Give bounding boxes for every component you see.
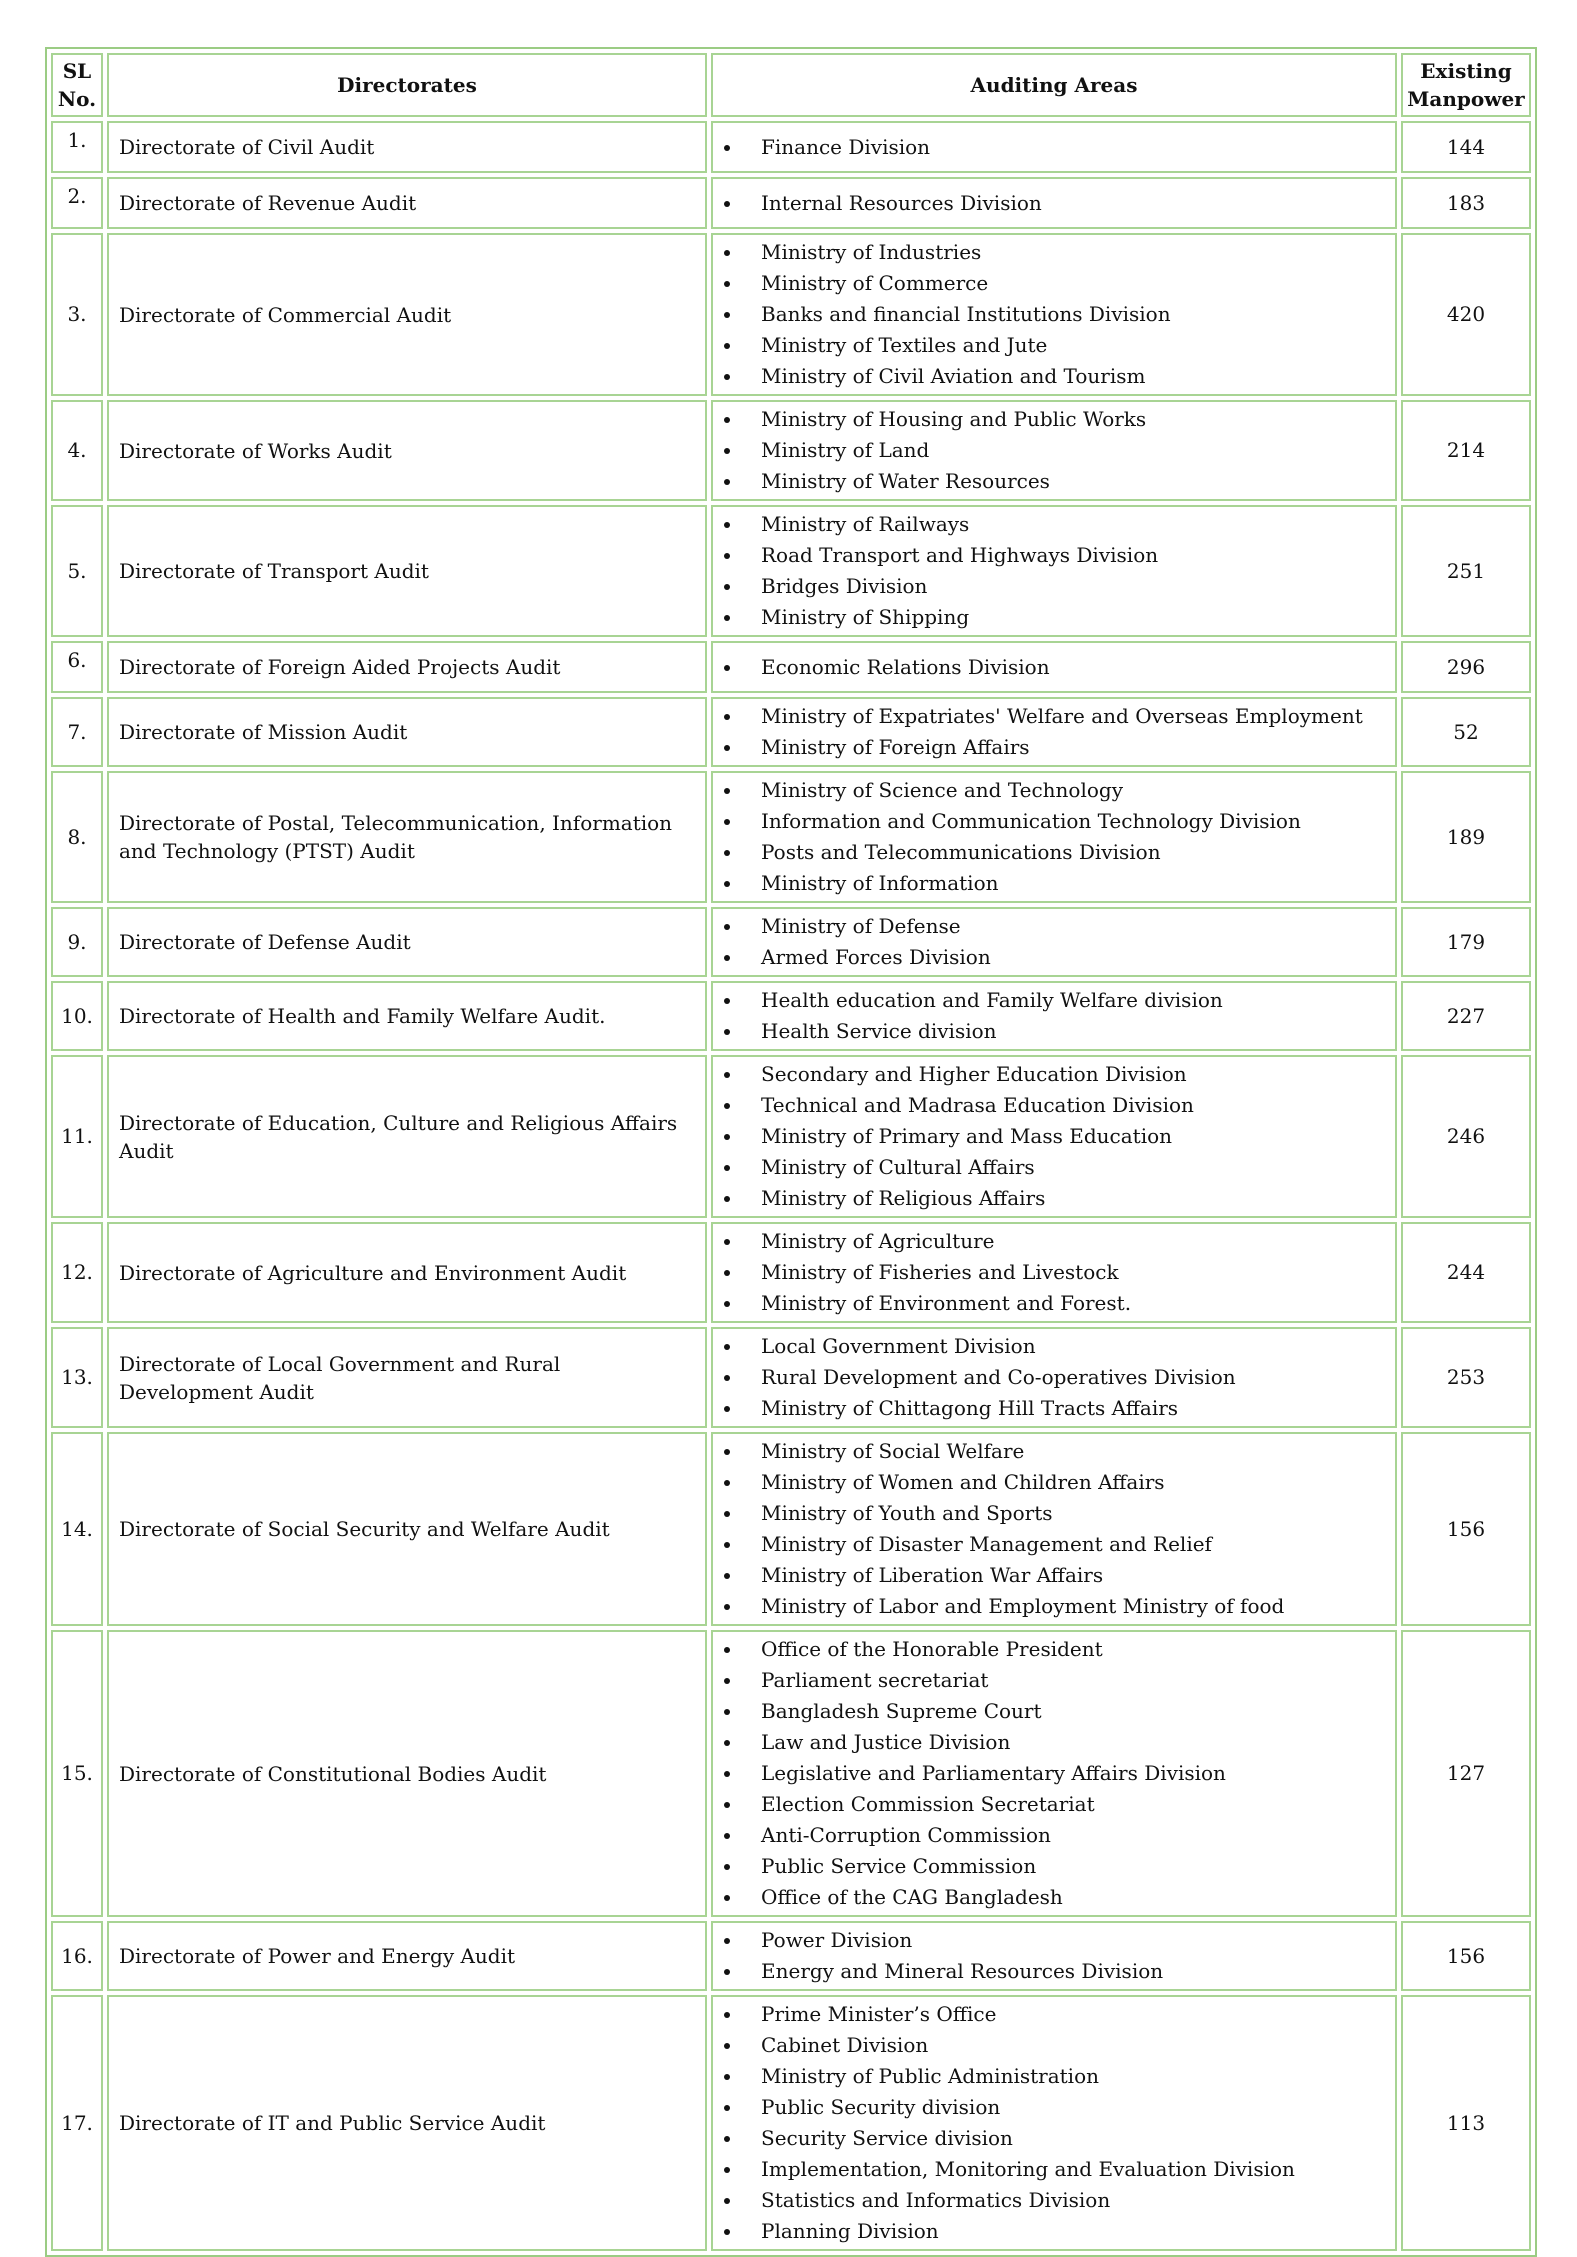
directorates-table <box>45 47 1537 2257</box>
cell-sl-number: 3. <box>51 233 103 396</box>
list-item: Ministry of Public Administration <box>721 2061 1389 2092</box>
list-item: Prime Minister’s Office <box>721 1999 1389 2030</box>
table-row <box>51 697 1531 767</box>
cell-directorate: Directorate of Social Security and Welfare Audit <box>107 1432 707 1626</box>
cell-existing-manpower: 420 <box>1401 233 1531 396</box>
list-item: Information and Communication Technology Division <box>721 806 1389 837</box>
auditing-areas-list <box>721 404 1389 497</box>
list-item: Ministry of Land <box>721 435 1389 466</box>
table-row <box>51 1921 1531 1991</box>
cell-auditing-areas <box>711 907 1397 977</box>
cell-existing-manpower: 251 <box>1401 505 1531 637</box>
list-item: Law and Justice Division <box>721 1727 1389 1758</box>
cell-existing-manpower: 156 <box>1401 1921 1531 1991</box>
auditing-areas-list <box>721 652 1389 683</box>
list-item: Cabinet Division <box>721 2030 1389 2061</box>
list-item: Ministry of Disaster Management and Relief <box>721 1529 1389 1560</box>
cell-directorate: Directorate of Constitutional Bodies Audit <box>107 1630 707 1917</box>
cell-sl-number: 11. <box>51 1055 103 1218</box>
list-item: Office of the CAG Bangladesh <box>721 1882 1389 1913</box>
list-item: Ministry of Shipping <box>721 602 1389 633</box>
list-item: Ministry of Labor and Employment Ministry of food <box>721 1591 1389 1622</box>
header-sl: SL No. <box>51 53 103 117</box>
list-item: Ministry of Housing and Public Works <box>721 404 1389 435</box>
cell-directorate: Directorate of Postal, Telecommunication, Information and Technology (PTST) Audit <box>107 771 707 903</box>
list-item: Ministry of Liberation War Affairs <box>721 1560 1389 1591</box>
list-item: Ministry of Textiles and Jute <box>721 330 1389 361</box>
list-item: Office of the Honorable President <box>721 1634 1389 1665</box>
cell-directorate: Directorate of Agriculture and Environment Audit <box>107 1222 707 1323</box>
table-row <box>51 1222 1531 1323</box>
header-existing-manpower: Existing Manpower <box>1401 53 1531 117</box>
auditing-areas-list <box>721 1059 1389 1214</box>
cell-auditing-areas <box>711 1327 1397 1428</box>
table-body <box>51 121 1531 2251</box>
list-item: Ministry of Youth and Sports <box>721 1498 1389 1529</box>
list-item: Public Service Commission <box>721 1851 1389 1882</box>
cell-sl-number: 17. <box>51 1995 103 2251</box>
cell-existing-manpower: 227 <box>1401 981 1531 1051</box>
cell-auditing-areas <box>711 1995 1397 2251</box>
list-item: Security Service division <box>721 2123 1389 2154</box>
list-item: Ministry of Environment and Forest. <box>721 1288 1389 1319</box>
cell-existing-manpower: 127 <box>1401 1630 1531 1917</box>
table-row <box>51 233 1531 396</box>
list-item: Bridges Division <box>721 571 1389 602</box>
cell-sl-number: 1. <box>51 121 103 173</box>
table-row <box>51 505 1531 637</box>
cell-auditing-areas <box>711 981 1397 1051</box>
list-item: Health Service division <box>721 1016 1389 1047</box>
table-row <box>51 400 1531 501</box>
list-item: Implementation, Monitoring and Evaluation Division <box>721 2154 1389 2185</box>
list-item: Ministry of Railways <box>721 509 1389 540</box>
list-item: Planning Division <box>721 2216 1389 2247</box>
cell-existing-manpower: 296 <box>1401 641 1531 693</box>
list-item: Ministry of Civil Aviation and Tourism <box>721 361 1389 392</box>
table-row <box>51 1995 1531 2251</box>
cell-sl-number: 6. <box>51 641 103 693</box>
list-item: Public Security division <box>721 2092 1389 2123</box>
list-item: Election Commission Secretariat <box>721 1789 1389 1820</box>
list-item: Ministry of Religious Affairs <box>721 1183 1389 1214</box>
table-row <box>51 177 1531 229</box>
table-row <box>51 771 1531 903</box>
cell-auditing-areas <box>711 400 1397 501</box>
list-item: Ministry of Water Resources <box>721 466 1389 497</box>
cell-sl-number: 16. <box>51 1921 103 1991</box>
auditing-areas-list <box>721 237 1389 392</box>
list-item: Energy and Mineral Resources Division <box>721 1956 1389 1987</box>
table-row <box>51 981 1531 1051</box>
cell-auditing-areas <box>711 505 1397 637</box>
table-row <box>51 121 1531 173</box>
list-item: Secondary and Higher Education Division <box>721 1059 1389 1090</box>
table-row <box>51 907 1531 977</box>
cell-existing-manpower: 253 <box>1401 1327 1531 1428</box>
list-item: Finance Division <box>721 132 1389 163</box>
list-item: Ministry of Commerce <box>721 268 1389 299</box>
cell-existing-manpower: 189 <box>1401 771 1531 903</box>
cell-auditing-areas <box>711 697 1397 767</box>
table-header-row <box>51 53 1531 117</box>
cell-auditing-areas <box>711 1055 1397 1218</box>
cell-sl-number: 7. <box>51 697 103 767</box>
table-row <box>51 1055 1531 1218</box>
list-item: Ministry of Defense <box>721 911 1389 942</box>
list-item: Local Government Division <box>721 1331 1389 1362</box>
header-auditing-areas: Auditing Areas <box>711 53 1397 117</box>
table-row <box>51 641 1531 693</box>
table-row <box>51 1630 1531 1917</box>
list-item: Ministry of Industries <box>721 237 1389 268</box>
cell-directorate: Directorate of Local Government and Rural Development Audit <box>107 1327 707 1428</box>
cell-sl-number: 12. <box>51 1222 103 1323</box>
list-item: Posts and Telecommunications Division <box>721 837 1389 868</box>
list-item: Road Transport and Highways Division <box>721 540 1389 571</box>
list-item: Parliament secretariat <box>721 1665 1389 1696</box>
auditing-areas-list <box>721 1331 1389 1424</box>
cell-existing-manpower: 144 <box>1401 121 1531 173</box>
cell-sl-number: 4. <box>51 400 103 501</box>
cell-existing-manpower: 52 <box>1401 697 1531 767</box>
list-item: Technical and Madrasa Education Division <box>721 1090 1389 1121</box>
cell-auditing-areas <box>711 1432 1397 1626</box>
cell-directorate: Directorate of Health and Family Welfare Audit. <box>107 981 707 1051</box>
list-item: Health education and Family Welfare division <box>721 985 1389 1016</box>
auditing-areas-list <box>721 911 1389 973</box>
table-row <box>51 1327 1531 1428</box>
cell-directorate: Directorate of Transport Audit <box>107 505 707 637</box>
list-item: Ministry of Cultural Affairs <box>721 1152 1389 1183</box>
list-item: Internal Resources Division <box>721 188 1389 219</box>
cell-sl-number: 10. <box>51 981 103 1051</box>
header-directorates: Directorates <box>107 53 707 117</box>
list-item: Ministry of Fisheries and Livestock <box>721 1257 1389 1288</box>
list-item: Ministry of Foreign Affairs <box>721 732 1389 763</box>
cell-existing-manpower: 214 <box>1401 400 1531 501</box>
cell-directorate: Directorate of Education, Culture and Religious Affairs Audit <box>107 1055 707 1218</box>
cell-auditing-areas <box>711 177 1397 229</box>
list-item: Power Division <box>721 1925 1389 1956</box>
list-item: Ministry of Information <box>721 868 1389 899</box>
cell-directorate: Directorate of Mission Audit <box>107 697 707 767</box>
list-item: Ministry of Primary and Mass Education <box>721 1121 1389 1152</box>
cell-sl-number: 13. <box>51 1327 103 1428</box>
cell-directorate: Directorate of Works Audit <box>107 400 707 501</box>
auditing-areas-list <box>721 1634 1389 1913</box>
cell-sl-number: 15. <box>51 1630 103 1917</box>
cell-directorate: Directorate of IT and Public Service Audit <box>107 1995 707 2251</box>
table-row <box>51 1432 1531 1626</box>
cell-sl-number: 14. <box>51 1432 103 1626</box>
auditing-areas-list <box>721 132 1389 163</box>
auditing-areas-list <box>721 188 1389 219</box>
auditing-areas-list <box>721 1925 1389 1987</box>
auditing-areas-list <box>721 1436 1389 1622</box>
auditing-areas-list <box>721 509 1389 633</box>
auditing-areas-list <box>721 701 1389 763</box>
list-item: Ministry of Agriculture <box>721 1226 1389 1257</box>
list-item: Ministry of Expatriates' Welfare and Overseas Employment <box>721 701 1389 732</box>
list-item: Economic Relations Division <box>721 652 1389 683</box>
cell-directorate: Directorate of Foreign Aided Projects Audit <box>107 641 707 693</box>
cell-existing-manpower: 246 <box>1401 1055 1531 1218</box>
cell-sl-number: 9. <box>51 907 103 977</box>
cell-auditing-areas <box>711 233 1397 396</box>
cell-auditing-areas <box>711 771 1397 903</box>
cell-sl-number: 5. <box>51 505 103 637</box>
cell-existing-manpower: 156 <box>1401 1432 1531 1626</box>
cell-auditing-areas <box>711 1921 1397 1991</box>
list-item: Ministry of Women and Children Affairs <box>721 1467 1389 1498</box>
cell-directorate: Directorate of Revenue Audit <box>107 177 707 229</box>
list-item: Rural Development and Co-operatives Division <box>721 1362 1389 1393</box>
cell-auditing-areas <box>711 121 1397 173</box>
cell-sl-number: 8. <box>51 771 103 903</box>
auditing-areas-list <box>721 1226 1389 1319</box>
cell-auditing-areas <box>711 1630 1397 1917</box>
list-item: Anti-Corruption Commission <box>721 1820 1389 1851</box>
cell-directorate: Directorate of Defense Audit <box>107 907 707 977</box>
list-item: Legislative and Parliamentary Affairs Division <box>721 1758 1389 1789</box>
auditing-areas-list <box>721 985 1389 1047</box>
cell-auditing-areas <box>711 641 1397 693</box>
list-item: Armed Forces Division <box>721 942 1389 973</box>
list-item: Statistics and Informatics Division <box>721 2185 1389 2216</box>
list-item: Bangladesh Supreme Court <box>721 1696 1389 1727</box>
cell-existing-manpower: 244 <box>1401 1222 1531 1323</box>
list-item: Banks and financial Institutions Division <box>721 299 1389 330</box>
cell-directorate: Directorate of Commercial Audit <box>107 233 707 396</box>
cell-directorate: Directorate of Power and Energy Audit <box>107 1921 707 1991</box>
auditing-areas-list <box>721 775 1389 899</box>
cell-directorate: Directorate of Civil Audit <box>107 121 707 173</box>
cell-sl-number: 2. <box>51 177 103 229</box>
cell-existing-manpower: 183 <box>1401 177 1531 229</box>
list-item: Ministry of Chittagong Hill Tracts Affairs <box>721 1393 1389 1424</box>
cell-existing-manpower: 179 <box>1401 907 1531 977</box>
cell-auditing-areas <box>711 1222 1397 1323</box>
list-item: Ministry of Science and Technology <box>721 775 1389 806</box>
auditing-areas-list <box>721 1999 1389 2247</box>
list-item: Ministry of Social Welfare <box>721 1436 1389 1467</box>
cell-existing-manpower: 113 <box>1401 1995 1531 2251</box>
